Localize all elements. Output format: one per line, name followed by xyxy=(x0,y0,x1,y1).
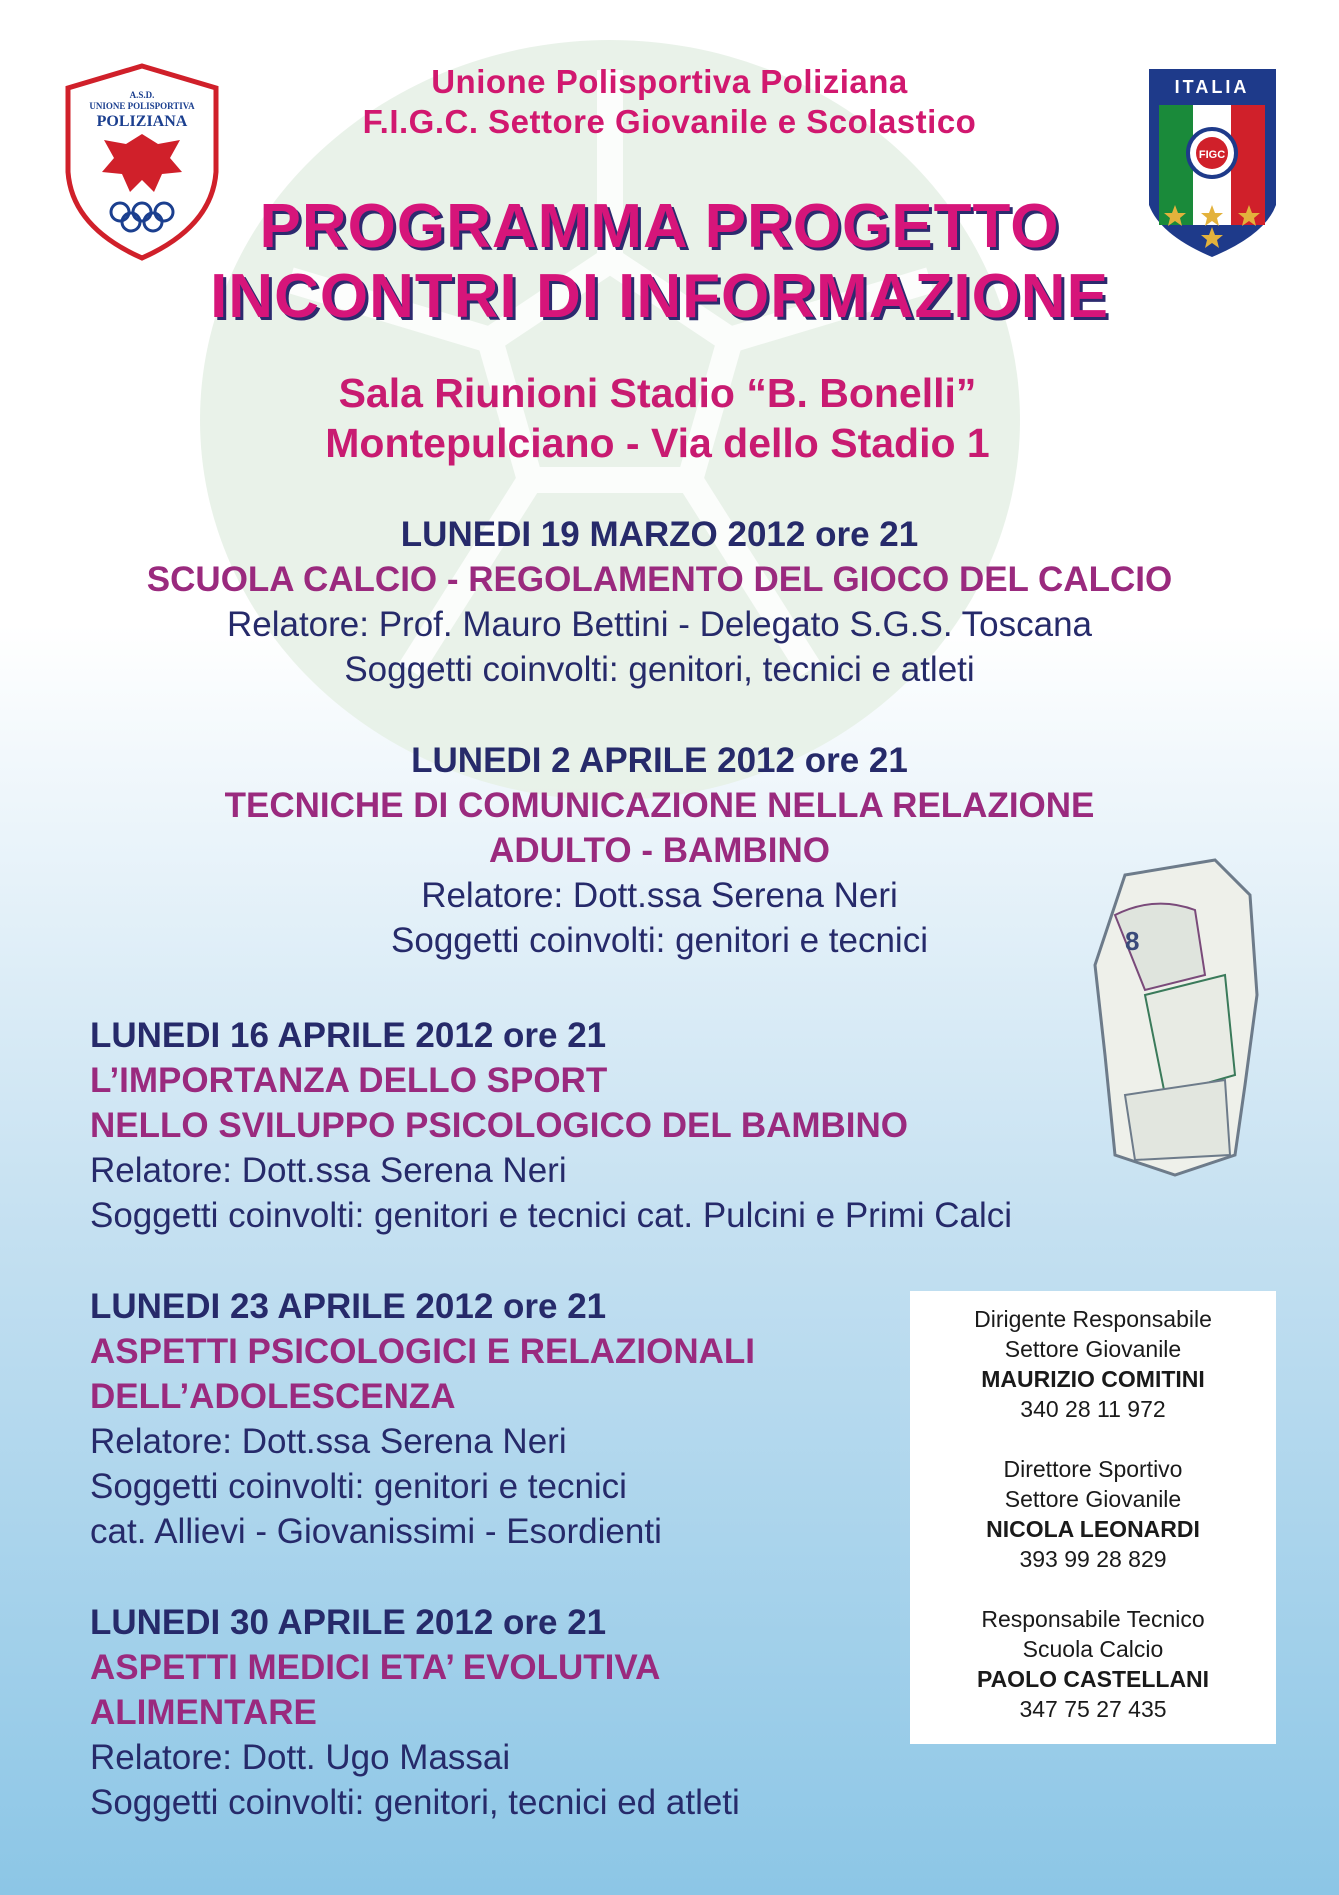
contact-2-role-1: Direttore Sportivo xyxy=(1003,1456,1183,1482)
page-title-line-1: PROGRAMMA PROGETTO xyxy=(259,192,1060,261)
contact-2-name: NICOLA LEONARDI xyxy=(986,1516,1200,1542)
event-3-topic-1: L’IMPORTANZA DELLO SPORT xyxy=(90,1061,608,1100)
logo-left-line1: A.S.D. xyxy=(129,90,155,100)
event-4-topic-1: ASPETTI PSICOLOGICI E RELAZIONALI xyxy=(90,1332,756,1371)
contact-2-role-2: Settore Giovanile xyxy=(1004,1486,1182,1512)
contact-3 xyxy=(910,1604,1276,1724)
event-4-categories: cat. Allievi - Giovanissimi - Esordienti xyxy=(90,1512,662,1551)
event-1-audience: Soggetti coinvolti: genitori, tecnici e atleti xyxy=(344,650,975,689)
event-5-date: LUNEDI 30 APRILE 2012 ore 21 xyxy=(90,1603,607,1642)
event-4-speaker: Relatore: Dott.ssa Serena Neri xyxy=(90,1422,567,1461)
event-5-topic-1: ASPETTI MEDICI ETA’ EVOLUTIVA xyxy=(90,1648,661,1687)
logo-right-center: FIGC xyxy=(1198,149,1226,161)
contacts-box xyxy=(910,1291,1276,1744)
contact-1-role-1: Dirigente Responsabile xyxy=(974,1306,1212,1332)
contact-3-phone: 347 75 27 435 xyxy=(1019,1696,1167,1722)
event-3-speaker: Relatore: Dott.ssa Serena Neri xyxy=(90,1151,567,1190)
event-2-topic-2: ADULTO - BAMBINO xyxy=(489,831,830,870)
event-1-speaker: Relatore: Prof. Mauro Bettini - Delegato S.G.S. Toscana xyxy=(226,605,1093,644)
contact-2 xyxy=(910,1454,1276,1574)
event-5-speaker: Relatore: Dott. Ugo Massai xyxy=(90,1738,511,1777)
page-title-line-2: INCONTRI DI INFORMAZIONE xyxy=(210,262,1109,331)
contact-3-role-1: Responsabile Tecnico xyxy=(981,1606,1205,1632)
event-2-date: LUNEDI 2 APRILE 2012 ore 21 xyxy=(411,741,908,780)
event-4-topic-2: DELL’ADOLESCENZA xyxy=(90,1377,456,1416)
event-3-topic-2: NELLO SVILUPPO PSICOLOGICO DEL BAMBINO xyxy=(90,1106,909,1145)
contact-1-name: MAURIZIO COMITINI xyxy=(981,1366,1205,1392)
contact-1-role-2: Settore Giovanile xyxy=(1004,1336,1182,1362)
event-4-audience: Soggetti coinvolti: genitori e tecnici xyxy=(90,1467,627,1506)
event-3-audience: Soggetti coinvolti: genitori e tecnici cat. Pulcini e Primi Calci xyxy=(90,1196,1013,1235)
contact-2-phone: 393 99 28 829 xyxy=(1019,1546,1167,1572)
venue-line-1: Sala Riunioni Stadio “B. Bonelli” xyxy=(338,370,977,416)
contact-3-role-2: Scuola Calcio xyxy=(1022,1636,1164,1662)
event-2-speaker: Relatore: Dott.ssa Serena Neri xyxy=(421,876,898,915)
event-2-topic-1: TECNICHE DI COMUNICAZIONE NELLA RELAZIONE xyxy=(224,786,1095,825)
event-3-date: LUNEDI 16 APRILE 2012 ore 21 xyxy=(90,1016,607,1055)
logo-left-line3: POLIZIANA xyxy=(96,113,188,130)
event-1-topic: SCUOLA CALCIO - REGOLAMENTO DEL GIOCO DEL CALCIO xyxy=(146,560,1173,599)
event-5-audience: Soggetti coinvolti: genitori, tecnici ed atleti xyxy=(90,1783,740,1822)
contact-1 xyxy=(910,1304,1276,1424)
contact-3-name: PAOLO CASTELLANI xyxy=(976,1666,1210,1692)
org-line-2: F.I.G.C. Settore Giovanile e Scolastico xyxy=(362,103,977,140)
venue-line-2: Montepulciano - Via dello Stadio 1 xyxy=(325,420,990,466)
org-line-1: Unione Polisportiva Poliziana xyxy=(431,63,908,100)
event-4-date: LUNEDI 23 APRILE 2012 ore 21 xyxy=(90,1287,607,1326)
statue-figure-image xyxy=(1085,855,1265,1180)
event-2-audience: Soggetti coinvolti: genitori e tecnici xyxy=(391,921,928,960)
event-1-date: LUNEDI 19 MARZO 2012 ore 21 xyxy=(400,515,919,554)
svg-text:8: 8 xyxy=(1125,926,1140,956)
event-5-topic-2: ALIMENTARE xyxy=(90,1693,317,1732)
contact-1-phone: 340 28 11 972 xyxy=(1020,1396,1166,1422)
logo-right-top: ITALIA xyxy=(1174,77,1250,97)
logo-left-line2: UNIONE POLISPORTIVA xyxy=(89,101,195,111)
